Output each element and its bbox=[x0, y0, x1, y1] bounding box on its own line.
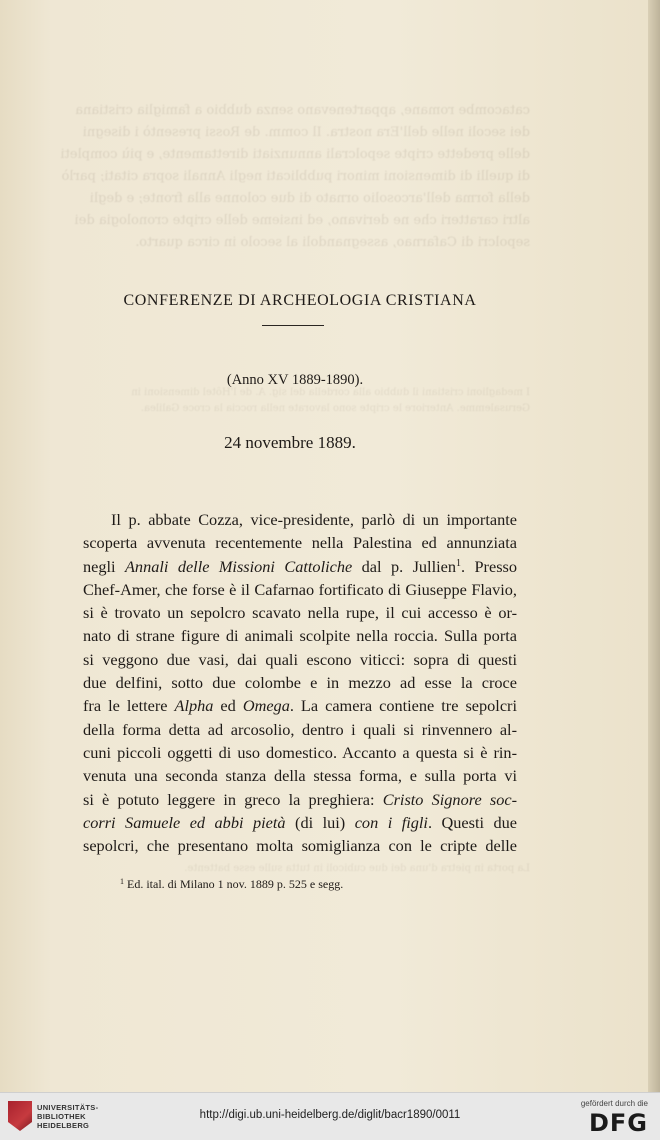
italic-quote: con i figli bbox=[354, 812, 428, 832]
footnote-text: Ed. ital. di Milano 1 nov. 1889 p. 525 e segg. bbox=[127, 877, 344, 891]
body-line: venuta una seconda stanza della stessa forma, e sulla porta vi bbox=[83, 766, 517, 786]
body-line: due delfini, sotto due colombe e in mezzo ad esse la croce bbox=[83, 673, 517, 693]
italic-word: Omega bbox=[242, 696, 290, 716]
section-heading: CONFERENZE DI ARCHEOLOGIA CRISTIANA bbox=[123, 292, 477, 309]
university-name[interactable]: UNIVERSITÄTS- BIBLIOTHEK HEIDELBERG bbox=[37, 1103, 99, 1130]
body-text bbox=[83, 508, 517, 857]
body-line: nato di strane figure di animali scolpite nella roccia. Sulla porta bbox=[83, 626, 517, 646]
italic-word: Alpha bbox=[174, 696, 214, 716]
body-line: corri Samuele ed abbi pietà (di lui) con i figli. Questi due bbox=[83, 812, 518, 832]
italic-quote: Cristo Signore soc- bbox=[382, 789, 517, 809]
university-shield-icon[interactable] bbox=[8, 1101, 32, 1131]
year-subtitle: (Anno XV 1889-1890). bbox=[226, 372, 364, 388]
session-date: 24 novembre 1889. bbox=[224, 433, 356, 452]
footnote-ref: 1 bbox=[456, 557, 461, 569]
italic-quote: corri Samuele ed abbi pietà bbox=[83, 812, 286, 832]
body-line: Il p. abbate Cozza, vice-presidente, parlò di un importante bbox=[111, 510, 517, 529]
body-line: sepolcri, che presentano molta somiglianza con le cripte delle bbox=[83, 836, 517, 856]
body-line: si veggono due vasi, dai quali escono viticci: sopra di questi bbox=[83, 649, 517, 669]
funded-by-label: gefördert durch die bbox=[580, 1099, 648, 1108]
page-edge-shadow bbox=[648, 0, 660, 1092]
body-line: fra le lettere Alpha ed Omega. La camera contiene tre sepolcri bbox=[83, 696, 517, 716]
show-through-text: catacombe romane, appartenevano senza dubbio a famiglia cristiana dei secoli nelle dell'Era nostra. Il comm. de Rossi presentò i disegni delle predette cripte sepolcrali annunziati direttamente, e più completi di quelli di dimensioni minori pubblicati negli Annali sopra citati; parlò della forma dell'arcosolio ornato di due colonne alla fronte; e degli altri caratteri che ne derivano, ed insieme delle cripte cronologia dei sepolcri di Cafarnao, assegnandoli al secolo in circa quarto. bbox=[60, 103, 530, 250]
footnote-marker: 1 bbox=[120, 877, 124, 886]
body-line: Chef-Amer, che forse è il Cafarnao fortificato di Giuseppe Flavio, bbox=[83, 579, 517, 599]
show-through-notes: I medaglioni cristiani il dubbio alla cordella del sig. A. de l'Hôtel dimensioni in Gerusalemme. Anteriore le cripte sono lavorate nella roccia la croce Galilea. bbox=[131, 387, 530, 414]
footnote bbox=[120, 877, 540, 892]
body-line: cuni piccoli oggetti di uso domestico. Accanto a questa si è rin- bbox=[83, 742, 517, 762]
viewer-footer bbox=[0, 1092, 660, 1140]
body-line: si è trovato un sepolcro scavato nella rupe, il cui accesso è or- bbox=[83, 603, 517, 623]
dfg-logo[interactable]: DFG bbox=[588, 1109, 648, 1137]
body-line: scoperta avvenuta recentemente nella Palestina ed annunziata bbox=[83, 533, 517, 553]
body-line: della forma detta ad arcosolio, dentro i quali si rinvennero al- bbox=[83, 719, 517, 739]
show-through-footnote: La porta in pietra d'una dei due cubicoli in tutta sulle esse battente. bbox=[184, 863, 530, 874]
permalink-url[interactable]: http://digi.ub.uni-heidelberg.de/diglit/bacr1890/0011 bbox=[199, 1109, 461, 1121]
body-line: si è potuto leggere in greco la preghiera: Cristo Signore soc- bbox=[83, 789, 517, 809]
heading-rule bbox=[262, 325, 324, 326]
body-line: negli Annali delle Missioni Cattoliche dal p. Jullien$^1$. Presso bbox=[83, 556, 518, 576]
italic-title: Annali delle Missioni Cattoliche bbox=[124, 556, 353, 576]
